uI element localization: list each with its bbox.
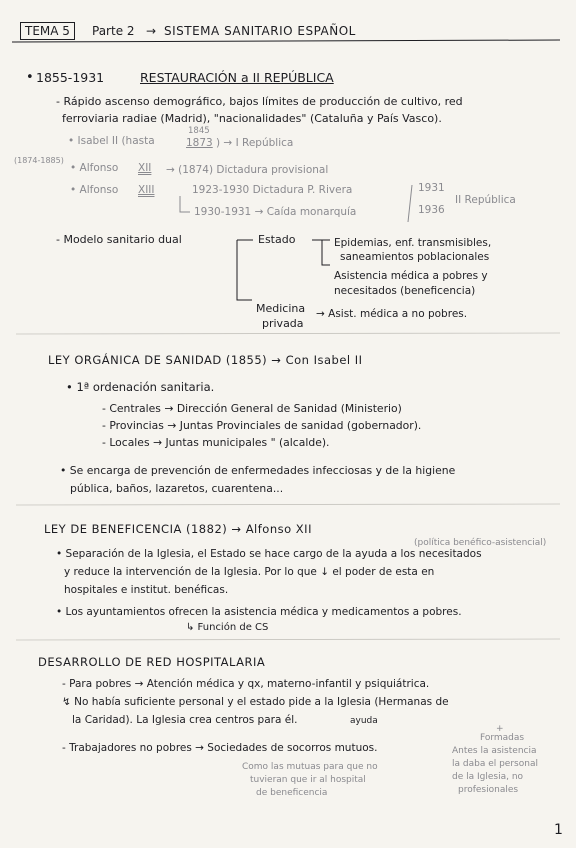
parte-label: Parte 2 <box>92 24 135 38</box>
ley-organica-title: LEY ORGÁNICA DE SANIDAD (1855) → Con Isabel II <box>48 353 363 367</box>
locales-line: - Locales → Juntas municipales " (alcalde). <box>102 436 330 449</box>
para-pobres-line: - Para pobres → Atención médica y qx, materno-infantil y psiquiátrica. <box>62 678 430 690</box>
primera-ordenacion: • 1ª ordenación sanitaria. <box>66 380 215 394</box>
page-number: 1 <box>554 822 563 838</box>
alfonso12-a: • Alfonso <box>70 162 119 174</box>
separacion-line-3: hospitales e institut. benéficas. <box>64 584 229 596</box>
alfonso12-num: XII <box>138 162 152 174</box>
personal-line-2: la Caridad). La Iglesia crea centros para él. <box>72 714 298 726</box>
mutuas-note-1: Como las mutuas para que no <box>242 762 378 772</box>
red-hospitalaria-title: DESARROLLO DE RED HOSPITALARIA <box>38 655 266 669</box>
ayuda-note: ayuda <box>350 716 378 726</box>
caida-monarquia: 1930-1931 → Caída monarquía <box>194 206 357 218</box>
medicina-label: Medicina <box>256 302 306 315</box>
years-1855-1931: 1855-1931 <box>36 70 105 85</box>
estado-label: Estado <box>258 233 296 246</box>
ley-beneficencia-title: LEY DE BENEFICENCIA (1882) → Alfonso XII <box>44 522 312 536</box>
asistencia-line-2: necesitados (beneficencia) <box>334 285 476 297</box>
provincias-line: - Provincias → Juntas Provinciales de sanidad (gobernador). <box>102 419 422 432</box>
asistencia-line-1: Asistencia médica a pobres y <box>334 270 488 282</box>
alfonso12-b: → (1874) Dictadura provisional <box>166 164 329 176</box>
politica-benefica-note: (política benéfico-asistencial) <box>414 538 547 548</box>
separacion-line-1: • Separación de la Iglesia, el Estado se hace cargo de la ayuda a los necesitados <box>56 548 482 560</box>
ayuntamientos-line: • Los ayuntamientos ofrecen la asistencia médica y medicamentos a pobres. <box>56 606 462 618</box>
alfonso13-num: XIII <box>138 184 155 196</box>
right-note-3: de la Iglesia, no <box>452 772 524 782</box>
right-note-formadas: Formadas <box>480 733 525 743</box>
right-note-4: profesionales <box>458 785 519 795</box>
modelo-dual: - Modelo sanitario dual <box>56 233 182 246</box>
alfonso13-a: • Alfonso <box>70 184 119 196</box>
separacion-line-2: y reduce la intervención de la Iglesia. Por lo que ↓ el poder de esta en <box>64 566 435 578</box>
margin-years: (1874-1885) <box>14 156 64 165</box>
personal-line-1: ↯ No había suficiente personal y el estado pide a la Iglesia (Hermanas de <box>62 696 449 708</box>
year-1931: 1931 <box>418 182 445 194</box>
segunda-republica: II República <box>455 194 516 206</box>
mutuas-note-3: de beneficencia <box>256 788 328 798</box>
privada-label: privada <box>262 317 304 330</box>
isabel-line-b: ) → I República <box>216 137 294 149</box>
epidemias-line-2: saneamientos poblacionales <box>340 251 490 263</box>
funcion-cs-note: ↳ Función de CS <box>186 622 269 633</box>
demografia-line-1: - Rápido ascenso demográfico, bajos límites de producción de cultivo, red <box>56 95 463 108</box>
right-note-1: Antes la asistencia <box>452 746 537 756</box>
right-note-2: la daba el personal <box>452 759 538 769</box>
tema-label: TEMA 5 <box>20 22 75 40</box>
medicina-result: → Asist. médica a no pobres. <box>316 308 468 320</box>
bullet: • <box>26 70 34 85</box>
trabajadores-line: - Trabajadores no pobres → Sociedades de socorros mutuos. <box>62 742 378 754</box>
header-arrow: → <box>146 24 157 38</box>
isabel-year-above: 1845 <box>188 126 210 136</box>
right-note-plus: + <box>496 724 504 734</box>
year-1936: 1936 <box>418 204 445 216</box>
section-title-restauracion: RESTAURACIÓN a II REPÚBLICA <box>140 70 334 85</box>
demografia-line-2: ferroviaria radiae (Madrid), "nacionalidades" (Cataluña y País Vasco). <box>62 112 442 125</box>
dictadura-rivera: 1923-1930 Dictadura P. Rivera <box>192 184 353 196</box>
prevencion-line-2: pública, baños, lazaretos, cuarentena... <box>70 482 284 495</box>
isabel-line-a: • Isabel II (hasta <box>68 135 155 147</box>
isabel-year: 1873 <box>186 137 213 149</box>
epidemias-line-1: Epidemias, enf. transmisibles, <box>334 237 492 249</box>
centrales-line: - Centrales → Dirección General de Sanidad (Ministerio) <box>102 402 402 415</box>
mutuas-note-2: tuvieran que ir al hospital <box>250 775 366 785</box>
prevencion-line-1: • Se encarga de prevención de enfermedades infecciosas y de la higiene <box>60 464 456 477</box>
page-title: SISTEMA SANITARIO ESPAÑOL <box>164 24 356 38</box>
